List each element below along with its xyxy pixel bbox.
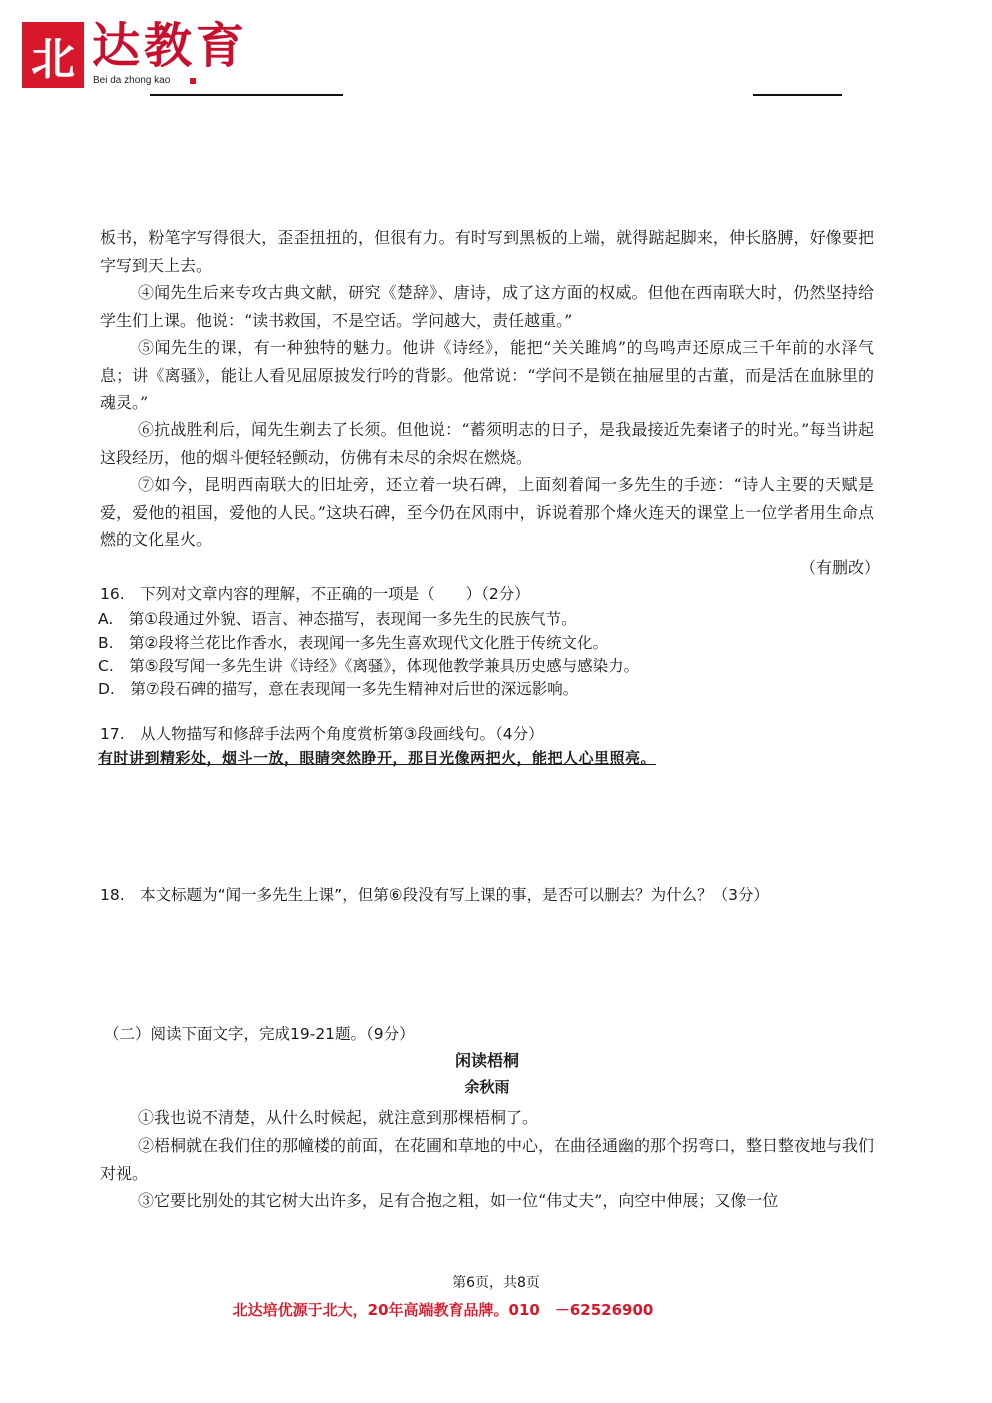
logo-mark xyxy=(22,22,84,88)
q16-stem: 16. 下列对文章内容的理解，不正确的一项是（ ）（2分） xyxy=(100,585,530,603)
article-paragraph-4: ④闻先生后来专攻古典文献，研究《楚辞》、唐诗，成了这方面的权威。但他在西南联大时，仍然坚持给学生们上课。他说：“读书救国，不是空话。学问越大，责任越重。” xyxy=(100,283,874,330)
article-paragraph-5: ⑤闻先生的课，有一种独特的魅力。他讲《诗经》，能把“关关雎鸠”的鸟鸣声还原成三千年前的水泽气息；讲《离骚》，能让人看见屈原披发行吟的背影。他常说：“学问不是锁在抽屉里的古董，而是活在血脉里的魂灵。” xyxy=(100,338,874,412)
header-rule-right xyxy=(753,94,842,96)
section2-title: 闲读梧桐 xyxy=(454,1051,519,1070)
q17-underlined-quote: 有时讲到精彩处，烟斗一放，眼睛突然睁开，那目光像两把火，能把人心里照亮。 xyxy=(98,749,657,767)
source-note: （有删改） xyxy=(799,558,880,577)
section2-paragraph-1: ①我也说不清楚，从什么时候起，就注意到那棵梧桐了。 xyxy=(138,1108,539,1127)
q17-stem: 17. 从人物描写和修辞手法两个角度赏析第③段画线句。（4分） xyxy=(100,725,544,743)
section2-paragraph-3: ③它要比别处的其它树大出许多，足有合抱之粗，如一位“伟丈夫”，向空中伸展；又像一位 xyxy=(138,1191,779,1210)
q16-option-a: A. 第①段通过外貌、语言、神态描写，表现闻一多先生的民族气节。 xyxy=(98,610,577,628)
q16-option-b: B. 第②段将兰花比作香水，表现闻一多先生喜欢现代文化胜于传统文化。 xyxy=(98,634,608,652)
section2-heading: （二）阅读下面文字，完成19-21题。（9分） xyxy=(104,1025,415,1043)
brand-subtitle: Bei da zhong kao xyxy=(93,75,171,86)
q18-stem: 18. 本文标题为“闻一多先生上课”，但第⑥段没有写上课的事，是否可以删去？为什么？（3分） xyxy=(100,886,769,904)
page-number: 第6页，共8页 xyxy=(452,1275,540,1291)
q16-option-d: D. 第⑦段石碑的描写，意在表现闻一多先生精神对后世的深远影响。 xyxy=(98,680,579,698)
brand-name: 达教育 xyxy=(92,18,249,74)
q16-option-c: C. 第⑤段写闻一多先生讲《诗经》《离骚》，体现他教学兼具历史感与感染力。 xyxy=(98,657,640,675)
article-paragraph-6: ⑥抗战胜利后，闻先生剃去了长须。但他说：“蓄须明志的日子，是我最接近先秦诸子的时光。”每当讲起这段经历，他的烟斗便轻轻颤动，仿佛有未尽的余烬在燃烧。 xyxy=(100,420,874,467)
section2-paragraph-2: ②梧桐就在我们住的那幢楼的前面，在花圃和草地的中心，在曲径通幽的那个拐弯口，整日整夜地与我们对视。 xyxy=(100,1136,875,1183)
article-paragraph-7: ⑦如今，昆明西南联大的旧址旁，还立着一块石碑，上面刻着闻一多先生的手迹：“诗人主要的天赋是爱，爱他的祖国，爱他的人民。”这块石碑，至今仍在风雨中，诉说着那个烽火连天的课堂上一位学者用生命点燃的文化星火。 xyxy=(100,475,874,549)
header-rule-left xyxy=(150,94,343,96)
logo-char: 北 xyxy=(31,34,75,85)
footer-advertisement: 北达培优源于北大，20年高端教育品牌。010 －62526900 xyxy=(232,1301,654,1319)
article-paragraph-cont: 板书，粉笔字写得很大，歪歪扭扭的，但很有力。有时写到黑板的上端，就得踮起脚来，伸长胳膊，好像要把字写到天上去。 xyxy=(100,228,874,275)
logo-dot xyxy=(190,78,196,84)
section2-author: 余秋雨 xyxy=(464,1078,510,1096)
